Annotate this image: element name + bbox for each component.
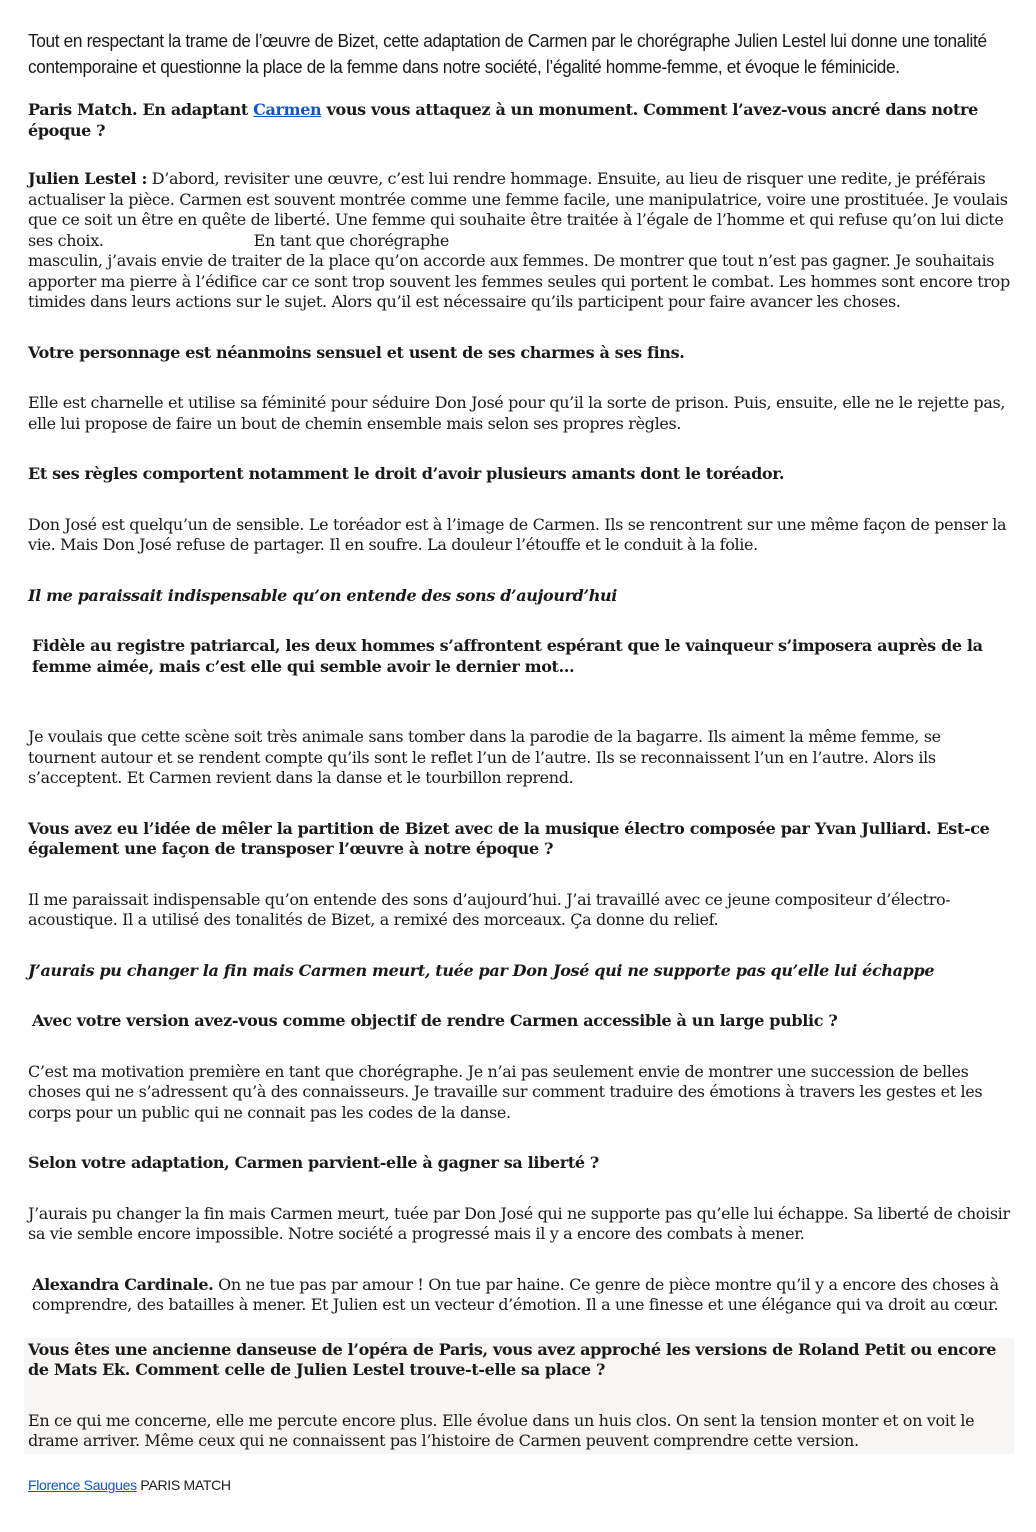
answer-3: Don José est quelqu’un de sensible. Le toréador est à l’image de Carmen. Ils se rencontrent sur une même façon de penser la vie. Mais Don José refuse de partager. Il en soufre. La douleur l’étouffe et le conduit à la folie. [28,514,1007,554]
answer-2: Elle est charnelle et utilise sa féminité pour séduire Don José pour qu’il la sorte de prison. Puis, ensuite, elle ne le rejette pas, elle lui propose de faire un bout de chemin ensemble mais selon ses propres règles. [28,393,1006,433]
question-1-text-before: Paris Match. En adaptant [28,100,254,119]
answer-7: J’aurais pu changer la fin mais Carmen meurt, tuée par Don José qui ne supporte pas qu’elle lui échappe. Sa liberté de choisir sa vie semble encore impossible. Notre société a progressé mais il y a encore des combats à mener. [28,1203,1010,1243]
author-link[interactable]: Florence Saugues [28,1477,137,1493]
answer-1-part-3: masculin, j’avais envie de traiter de la place qu’on accorde aux femmes. De montrer que tout n’est pas gagner. Je souhaitais apporter ma pierre à l’édifice car ce sont trop souvent les femmes seules qui portent le combat. Les hommes sont encore trop timides dans leurs actions sur le sujet. Alors qu’il est nécessaire qu’ils participent pour faire avancer les choses. [28,251,1010,311]
speaker-alexandra-cardinale: Alexandra Cardinale. [32,1274,214,1294]
answer-1-part-1: D’abord, revisiter une œuvre, c’est lui rendre hommage. Ensuite, au lieu de risquer une redite, je préférais actualiser la pièce. Carmen est souvent montrée comme une femme facile, une manipulatrice, voire une prostituée. Je voulais que ce soit un être en quête de liberté. Une femme qui souhaite être traitée à l’égale de l’homme et qui refuse qu’on lui dicte ses choix. [28,169,1008,250]
answer-8-text: On ne tue pas par amour ! On tue par haine. Ce genre de pièce montre qu’il y a encore des choses à comprendre, des batailles à mener. Et Julien est un vecteur d’émotion. Il a une finesse et une élégance qui va droit au cœur. [32,1274,999,1314]
answer-6: C’est ma motivation première en tant que chorégraphe. Je n’ai pas seulement envie de montrer une succession de belles choses qui ne s’adressent qu’à des connaisseurs. Je travaille sur comment traduire des émotions à travers les gestes et les corps pour un public qui ne connait pas les codes de la danse. [28,1061,983,1122]
answer-5: Il me paraissait indispensable qu’on entende des sons d’aujourd’hui. J’ai travaillé avec ce jeune compositeur d’électro-acoustique. Il a utilisé des tonalités de Bizet, a remixé des morceaux. Ça donne du relief. [28,889,951,929]
pull-quote-2: J’aurais pu changer la fin mais Carmen meurt, tuée par Don José qui ne supporte pas qu’elle lui échappe [28,960,935,980]
publication-name: PARIS MATCH [140,1477,231,1493]
question-3: Et ses règles comportent notamment le droit d’avoir plusieurs amants dont le toréador. [28,464,785,483]
question-7: Selon votre adaptation, Carmen parvient-elle à gagner sa liberté ? [28,1153,599,1172]
highlighted-exchange [24,1338,1014,1454]
answer-8 [28,1275,1010,1316]
question-6: Avec votre version avez-vous comme objectif de rendre Carmen accessible à un large public ? [32,1011,838,1030]
pull-quote-1: Il me paraissait indispensable qu’on entende des sons d’aujourd’hui [28,585,618,605]
answer-1 [28,169,1010,313]
carmen-link[interactable]: Carmen [253,100,322,119]
article-credit [28,1476,231,1494]
question-1-text-after: vous vous attaquez à un monument. Comment l’avez-vous ancré dans notre époque ? [28,100,978,140]
question-5: Vous avez eu l’idée de mêler la partition de Bizet avec de la musique électro composée par Yvan Julliard. Est-ce également une façon de transposer l’œuvre à notre époque ? [28,818,990,858]
article-intro: Tout en respectant la trame de l’œuvre de Bizet, cette adaptation de Carmen par le chorégraphe Julien Lestel lui donne une tonalité contemporaine et questionne la place de la femme dans notre société, l’égalité homme-femme, et évoque le féminicide. [28,30,987,77]
question-4: Fidèle au registre patriarcal, les deux hommes s’affrontent espérant que le vainqueur s’imposera auprès de la femme aimée, mais c’est elle qui semble avoir le dernier mot… [32,636,983,676]
question-2: Votre personnage est néanmoins sensuel et usent de ses charmes à ses fins. [28,342,685,362]
answer-9: En ce qui me concerne, elle me percute encore plus. Elle évolue dans un huis clos. On sent la tension monter et on voit le drame arriver. Même ceux qui ne connaissent pas l’histoire de Carmen peuvent comprendre cette version. [28,1410,975,1450]
question-1 [28,100,1010,141]
answer-1-part-2: En tant que chorégraphe [253,230,449,250]
answer-4: Je voulais que cette scène soit très animale sans tomber dans la parodie de la bagarre. Ils aiment la même femme, se tournent autour et se rendent compte qu’ils sont le reflet l’un de l’autre. Ils se reconnaissent l’un en l’autre. Alors ils s’acceptent. Et Carmen revient dans la danse et le tourbillon reprend. [28,727,941,787]
question-9: Vous êtes une ancienne danseuse de l’opéra de Paris, vous avez approché les versions de Roland Petit ou encore de Mats Ek. Comment celle de Julien Lestel trouve-t-elle sa place ? [28,1339,997,1379]
speaker-julien-lestel: Julien Lestel : [28,169,148,188]
article-body [28,28,1010,1454]
